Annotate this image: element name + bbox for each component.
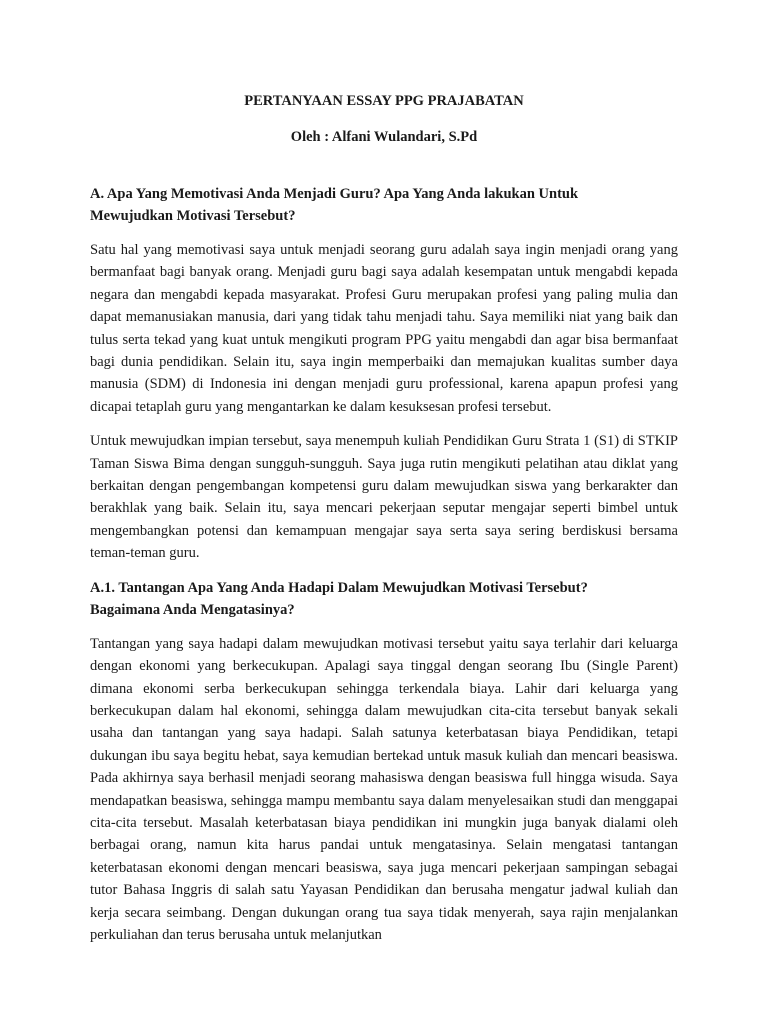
section-a1-heading-line2: Bagaimana Anda Mengatasinya? [90, 601, 295, 618]
section-a-heading-line2: Mewujudkan Motivasi Tersebut? [90, 208, 296, 224]
section-a-paragraph-1: Satu hal yang memotivasi saya untuk menjadi seorang guru adalah saya ingin menjadi orang yang bermanfaat bagi banyak orang. Menjadi guru bagi saya adalah kesempatan untuk mengabdi kepada negara dan mengabdi kepada masyarakat. Profesi Guru merupakan profesi yang paling mulia dan dapat memanusiakan manusia, dari yang tidak tahu menjadi tahu. Saya memiliki niat yang baik dan tulus serta tekad yang kuat untuk mengikuti program PPG yaitu mengabdi dan agar bisa bermanfaat bagi dunia pendidikan. Selain itu, saya ingin memperbaiki dan memajukan kualitas sumber daya manusia (SDM) di Indonesia ini dengan menjadi guru professional, karena apapun profesi yang dicapai tetaplah guru yang mengantarkan ke dalam kesuksesan profesi tersebut. [90, 242, 678, 415]
document-author: Oleh : Alfani Wulandari, S.Pd [290, 129, 478, 145]
section-a1-paragraph-1: Tantangan yang saya hadapi dalam mewujudkan motivasi tersebut yaitu saya terlahir dari keluarga dengan ekonomi yang berkecukupan. Apalagi saya tinggal dengan seorang Ibu (Single Parent) dimana ekonomi serba berkecukupan sehingga terkendala biaya. Lahir dari keluarga yang berkecukupan dalam hal ekonomi, sehingga dalam mewujudkan cita-cita tersebut banyak sekali usaha dan tantangan yang saya hadapi. Salah satunya keterbatasan biaya Pendidikan, tetapi dukungan ibu saya begitu hebat, saya kemudian bertekad untuk masuk kuliah dan mencari beasiswa. Pada akhirnya saya berhasil menjadi seorang mahasiswa dengan beasiswa full hingga wisuda. Saya mendapatkan beasiswa, sehingga mampu membantu saya dalam menyelesaikan studi dan menggapai cita-cita tersebut. Masalah keterbatasan biaya pendidikan ini mungkin juga banyak dialami oleh berbagai orang, namun kita harus pandai untuk mengatasinya. Selain mengatasi tantangan keterbatasan ekonomi dengan mencari beasiswa, saya juga mencari pekerjaan sampingan sebagai tutor Bahasa Inggris di salah satu Yayasan Pendidikan dan berusaha mengatur jadwal kuliah dan kerja secara seimbang. Dengan dukungan orang tua saya tidak menyerah, saya rajin menjalankan perkuliahan dan terus berusaha untuk melanjutkan [90, 635, 678, 943]
document-page [90, 90, 678, 946]
document-title: PERTANYAAN ESSAY PPG PRAJABATAN [244, 93, 524, 109]
section-a-heading-line1: A. Apa Yang Memotivasi Anda Menjadi Guru? Apa Yang Anda lakukan Untuk [90, 186, 579, 202]
section-a-heading [90, 183, 678, 227]
section-a1-heading-line1: A.1. Tantangan Apa Yang Anda Hadapi Dalam Mewujudkan Motivasi Tersebut? [90, 579, 588, 596]
section-a-paragraph-2: Untuk mewujudkan impian tersebut, saya menempuh kuliah Pendidikan Guru Strata 1 (S1) di STKIP Taman Siswa Bima dengan sungguh-sungguh. Saya juga rutin mengikuti pelatihan atau diklat yang berkaitan dengan pengembangan kompetensi guru dalam mewujudkan siswa yang berkarakter dan berakhlak yang baik. Selain itu, saya mencari pekerjaan seputar mengajar seperti bimbel untuk mengembangkan potensi dan kemampuan mengajar saya serta saya sering berdiskusi bersama teman-teman guru. [90, 433, 678, 562]
section-a1-heading [90, 577, 678, 621]
